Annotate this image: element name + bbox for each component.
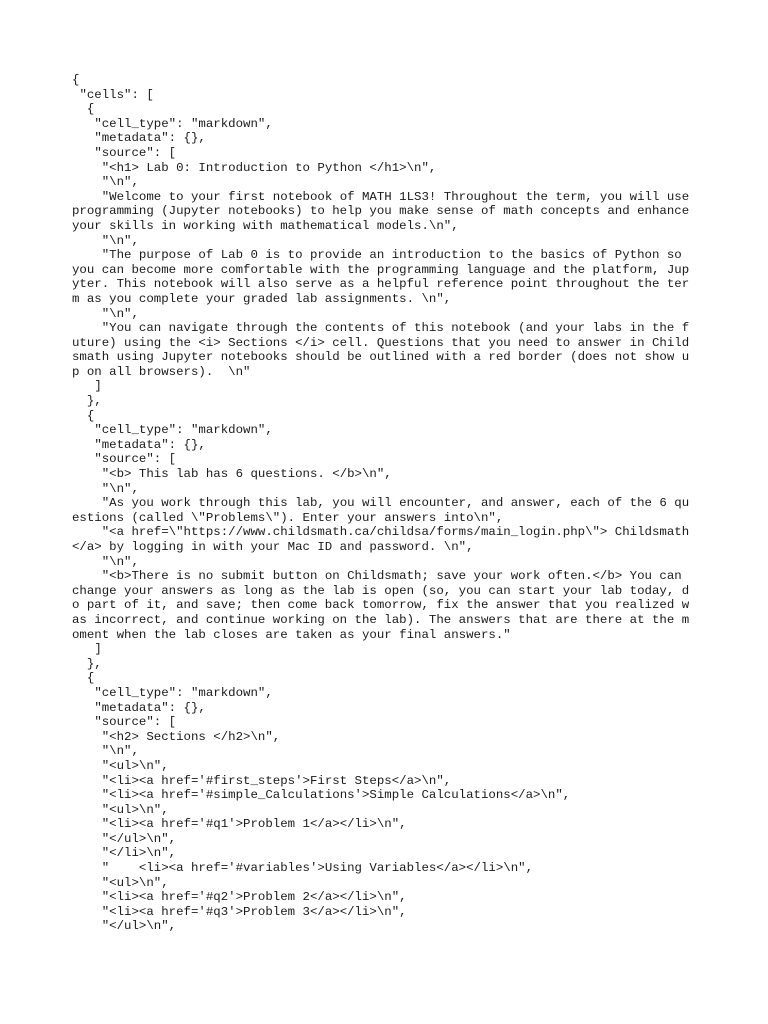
- document-line: "metadata": {},: [72, 131, 206, 146]
- document-line: "<li><a href='#first_steps'>First Steps</a>\n",: [72, 773, 452, 788]
- document-line: "\n",: [72, 554, 139, 569]
- document-line: "cell_type": "markdown",: [72, 423, 273, 438]
- document-line: "<li><a href='#simple_Calculations'>Simple Calculations</a>\n",: [72, 788, 571, 803]
- document-line: "</ul>\n",: [72, 919, 177, 934]
- document-line: {: [72, 102, 95, 117]
- document-line: "</ul>\n",: [72, 831, 177, 846]
- document-line: "source": [: [72, 145, 177, 160]
- document-line: "cell_type": "markdown",: [72, 116, 273, 131]
- document-line: "<ul>\n",: [72, 758, 169, 773]
- document-line: "</li>\n",: [72, 846, 177, 861]
- document-line: "As you work through this lab, you will encounter, and answer, each of the 6 questions (called \"Problems\"). Enter your answers into\n",: [72, 496, 690, 525]
- document-line: "cells": [: [72, 87, 154, 102]
- document-line: "<h1> Lab 0: Introduction to Python </h1>\n",: [72, 160, 437, 175]
- document-line: "<li><a href='#q3'>Problem 3</a></li>\n",: [72, 904, 407, 919]
- document-line: "\n",: [72, 481, 139, 496]
- document-line: "<b> This lab has 6 questions. </b>\n",: [72, 467, 392, 482]
- document-line: "\n",: [72, 306, 139, 321]
- document-line: "<li><a href='#q1'>Problem 1</a></li>\n",: [72, 817, 407, 832]
- document-line: "The purpose of Lab 0 is to provide an introduction to the basics of Python so you can become more comfortable with the programming language and the platform, Jupyter. This notebook will also serve as a helpful reference point throughout the term as you complete your graded lab assignments. \n",: [72, 248, 690, 306]
- document-line: "<li><a href='#q2'>Problem 2</a></li>\n",: [72, 890, 407, 905]
- document-line: "<ul>\n",: [72, 875, 169, 890]
- document-line: "You can navigate through the contents of this notebook (and your labs in the future) using the <i> Sections </i> cell. Questions that you need to answer in Childsmath using Jupyter notebooks should be outlined with a red border (does not show up on all browsers). \n": [72, 321, 690, 379]
- document-line: "source": [: [72, 452, 177, 467]
- document-line: "Welcome to your first notebook of MATH 1LS3! Throughout the term, you will use programming (Jupyter notebooks) to help you make sense of math concepts and enhance your skills in working with mathematical models.\n",: [72, 189, 697, 233]
- notebook-json-document: [72, 73, 696, 934]
- document-line: ]: [72, 642, 102, 657]
- document-line: {: [72, 408, 95, 423]
- document-line: "<a href=\"https://www.childsmath.ca/childsa/forms/main_login.php\"> Childsmath</a> by logging in with your Mac ID and password. \n",: [72, 525, 690, 554]
- document-line: "<ul>\n",: [72, 802, 169, 817]
- document-line: "source": [: [72, 715, 177, 730]
- document-line: "<b>There is no submit button on Childsmath; save your work often.</b> You can change your answers as long as the lab is open (so, you can start your lab today, do part of it, and save; then come back tomorrow, fix the answer that you realized was incorrect, and continue working on the lab). The answers that are there at the moment when the lab closes are taken as your final answers.": [72, 569, 690, 642]
- document-line: "cell_type": "markdown",: [72, 685, 273, 700]
- document-line: },: [72, 394, 102, 409]
- document-line: "\n",: [72, 744, 139, 759]
- document-line: "<h2> Sections </h2>\n",: [72, 729, 281, 744]
- document-line: ]: [72, 379, 102, 394]
- document-line: " <li><a href='#variables'>Using Variables</a></li>\n",: [72, 861, 534, 876]
- document-line: "metadata": {},: [72, 437, 206, 452]
- document-line: {: [72, 671, 95, 686]
- document-line: "metadata": {},: [72, 700, 206, 715]
- document-line: {: [72, 73, 80, 87]
- document-line: "\n",: [72, 233, 139, 248]
- document-line: },: [72, 656, 102, 671]
- document-line: "\n",: [72, 175, 139, 190]
